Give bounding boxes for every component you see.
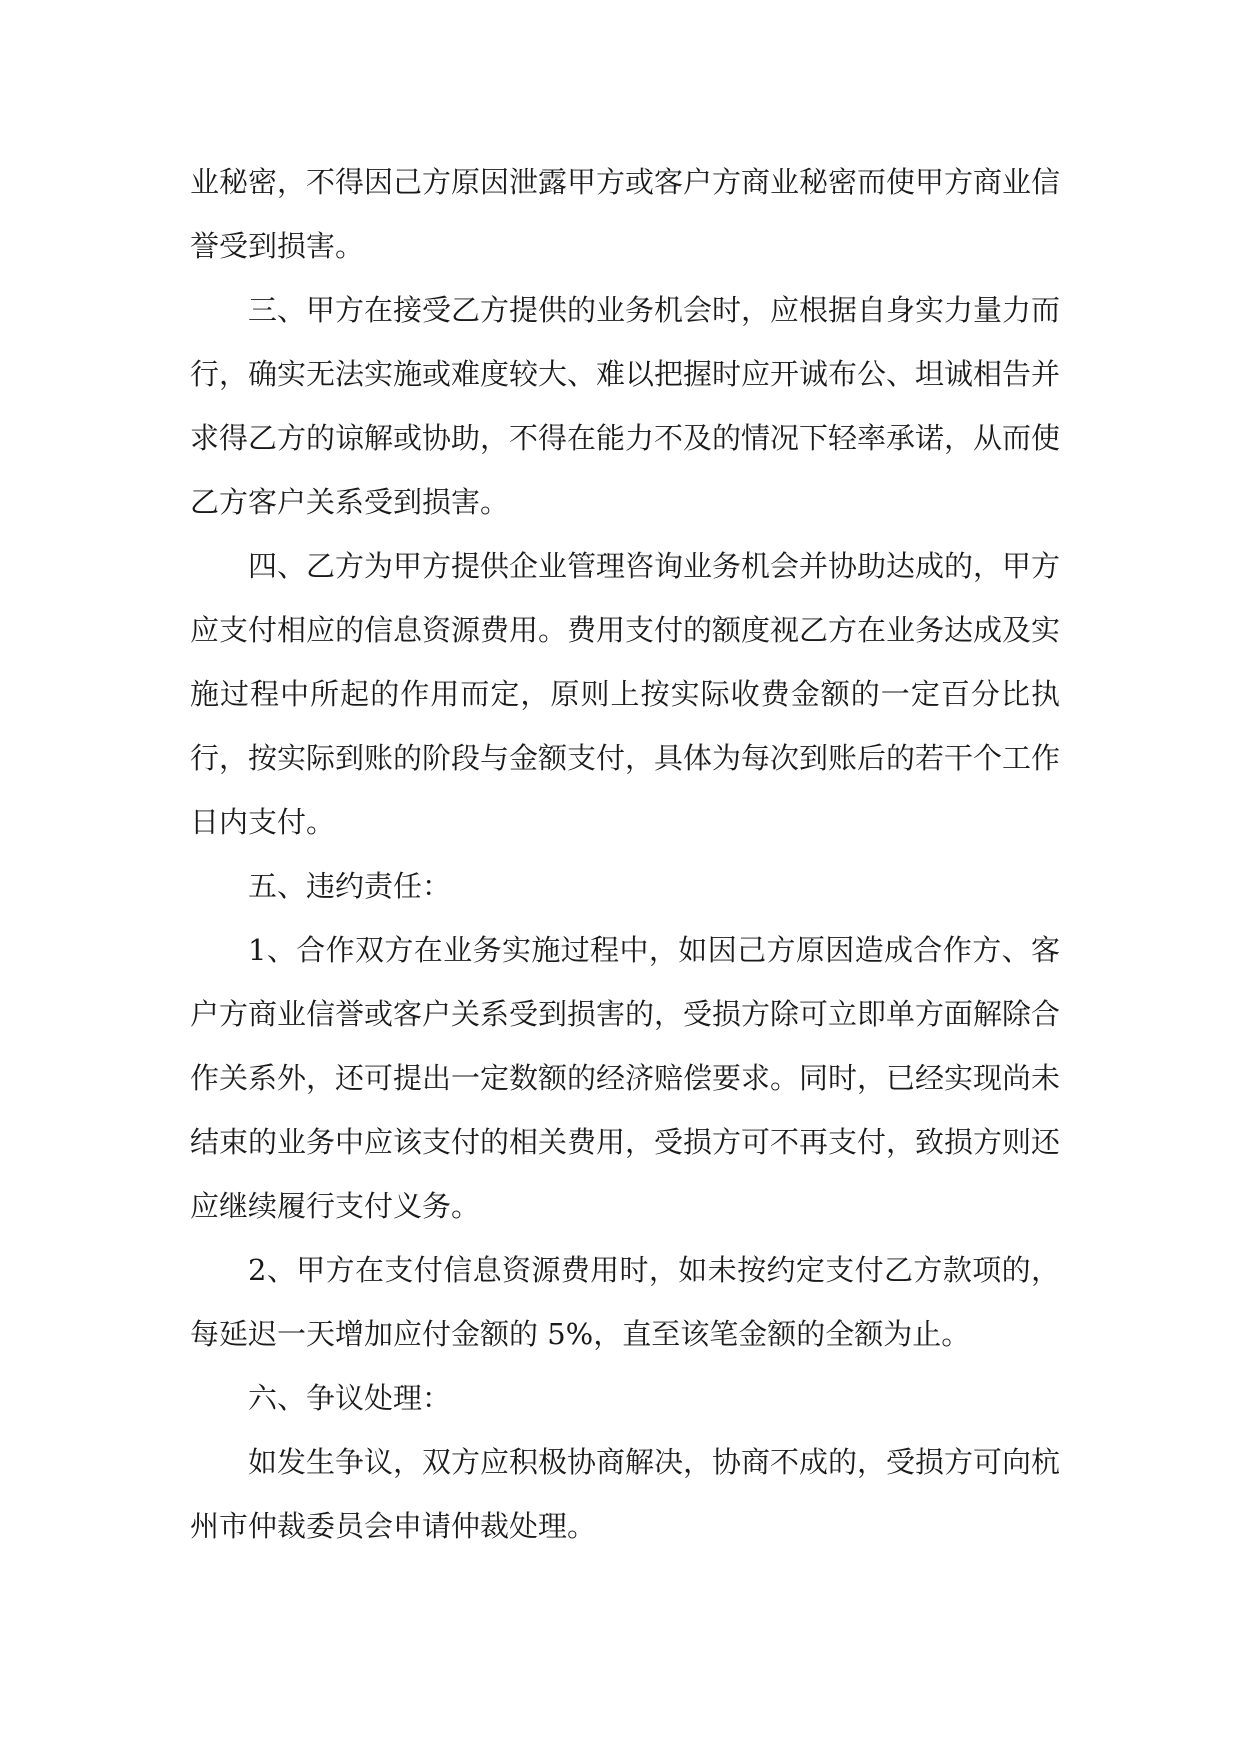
paragraph-clause-four: 四、乙方为甲方提供企业管理咨询业务机会并协助达成的，甲方应支付相应的信息资源费用。费用支付的额度视乙方在业务达成及实施过程中所起的作用而定，原则上按实际收费金额的一定百分比执行，按实际到账的阶段与金额支付，具体为每次到账后的若干个工作日内支付。	[190, 549, 1061, 839]
heading-breach-liability: 五、违约责任：	[248, 869, 452, 903]
paragraph-clause-three: 三、甲方在接受乙方提供的业务机会时，应根据自身实力量力而行，确实无法实施或难度较大、难以把握时应开诚布公、坦诚相告并求得乙方的谅解或协助，不得在能力不及的情况下轻率承诺，从而使乙方客户关系受到损害。	[190, 293, 1061, 519]
paragraph-breach-item-2: 2、甲方在支付信息资源费用时，如未按约定支付乙方款项的，每延迟一天增加应付金额的 5%，直至该笔金额的全额为止。	[190, 1253, 1060, 1351]
heading-dispute-resolution: 六、争议处理：	[248, 1381, 452, 1415]
paragraph-confidentiality-continued: 业秘密，不得因己方原因泄露甲方或客户方商业秘密而使甲方商业信誉受到损害。	[190, 165, 1061, 263]
paragraph-breach-item-1: 1、合作双方在业务实施过程中，如因己方原因造成合作方、客户方商业信誉或客户关系受到损害的，受损方除可立即单方面解除合作关系外，还可提出一定数额的经济赔偿要求。同时，已经实现尚未结束的业务中应该支付的相关费用，受损方可不再支付，致损方则还应继续履行支付义务。	[190, 933, 1061, 1223]
paragraph-dispute-resolution: 如发生争议，双方应积极协商解决，协商不成的，受损方可向杭州市仲裁委员会申请仲裁处理。	[190, 1445, 1061, 1543]
document-body	[190, 150, 1060, 1558]
